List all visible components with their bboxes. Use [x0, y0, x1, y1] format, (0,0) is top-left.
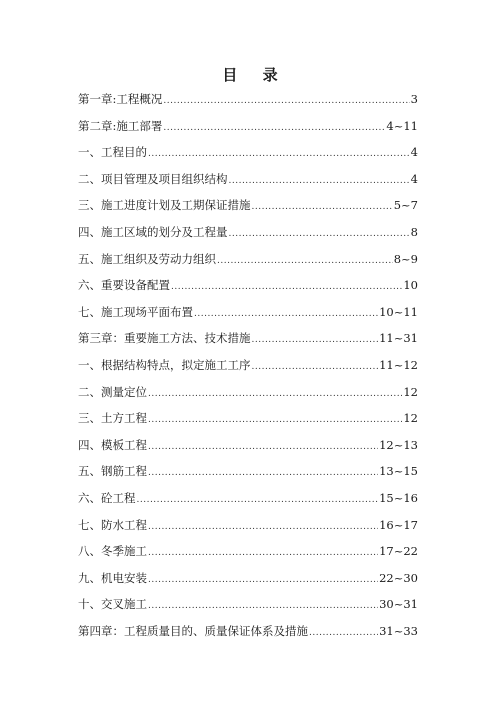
toc-leader-dots: [148, 440, 378, 454]
toc-entry-page: 3: [410, 92, 418, 106]
toc-entry-page: 17~22: [379, 544, 418, 559]
toc-entry[interactable]: [78, 438, 418, 465]
toc-entry-page: 30~31: [379, 597, 418, 612]
toc-entry[interactable]: [78, 597, 418, 624]
toc-entry-label: 一、根据结构特点，拟定施工工序: [78, 357, 251, 372]
toc-entry[interactable]: [78, 491, 418, 518]
toc-entry-label: 第二章:施工部署: [78, 118, 163, 133]
toc-entry[interactable]: [78, 331, 418, 358]
toc-entry-page: 16~17: [379, 517, 418, 532]
toc-entry-label: 四、施工区域的划分及工程量: [78, 224, 228, 239]
toc-entry[interactable]: [78, 278, 418, 305]
toc-entry-page: 12: [403, 384, 418, 399]
toc-entry-page: 12: [403, 411, 418, 426]
toc-entry-label: 三、土方工程: [78, 411, 147, 426]
toc-leader-dots: [217, 254, 393, 268]
toc-entry-page: 31~33: [379, 623, 418, 638]
toc-entry[interactable]: [78, 225, 418, 252]
toc-entry-label: 九、机电安装: [78, 570, 147, 585]
toc-entry[interactable]: [78, 252, 418, 279]
toc-entry[interactable]: [78, 92, 418, 119]
toc-title: 目 录: [222, 66, 288, 84]
toc-entry[interactable]: [78, 145, 418, 172]
toc-entry-label: 五、钢筋工程: [78, 464, 147, 479]
toc-leader-dots: [309, 626, 378, 640]
toc-leader-dots: [148, 466, 378, 480]
toc-entry-label: 十、交叉施工: [78, 597, 147, 612]
toc-leader-dots: [148, 387, 402, 401]
toc-leader-dots: [148, 147, 410, 161]
toc-entry[interactable]: [78, 172, 418, 199]
table-of-contents: [78, 92, 418, 650]
toc-leader-dots: [229, 227, 410, 241]
toc-entry-page: 11~12: [379, 357, 418, 372]
toc-entry[interactable]: [78, 571, 418, 598]
toc-entry-label: 七、施工现场平面布置: [78, 304, 193, 319]
toc-leader-dots: [148, 599, 378, 613]
toc-leader-dots: [148, 546, 378, 560]
toc-entry-page: 11~31: [379, 331, 418, 346]
toc-entry-page: 4: [410, 171, 418, 186]
toc-entry-page: 10: [403, 278, 418, 293]
toc-leader-dots: [148, 573, 378, 587]
toc-leader-dots: [229, 174, 410, 188]
toc-entry-label: 五、施工组织及劳动力组织: [78, 251, 216, 266]
toc-leader-dots: [252, 200, 393, 214]
toc-leader-dots: [163, 121, 385, 135]
toc-entry-page: 8~9: [393, 251, 418, 266]
toc-entry-label: 六、砼工程: [78, 490, 136, 505]
toc-leader-dots: [148, 520, 378, 534]
toc-entry-label: 四、模板工程: [78, 437, 147, 452]
toc-entry-page: 13~15: [379, 464, 418, 479]
toc-entry-label: 一、工程目的: [78, 145, 147, 160]
toc-entry-label: 三、施工进度计划及工期保证措施: [78, 198, 251, 213]
toc-entry[interactable]: [78, 464, 418, 491]
toc-leader-dots: [163, 94, 409, 108]
toc-entry-label: 六、重要设备配置: [78, 278, 170, 293]
toc-entry[interactable]: [78, 119, 418, 146]
toc-entry-page: 4~11: [386, 118, 418, 133]
toc-entry[interactable]: [78, 385, 418, 412]
toc-entry[interactable]: [78, 624, 418, 651]
toc-entry-page: 22~30: [379, 570, 418, 585]
toc-entry-label: 第一章:工程概况: [78, 92, 163, 106]
toc-entry-label: 七、防水工程: [78, 517, 147, 532]
toc-entry-page: 8: [410, 224, 418, 239]
toc-entry[interactable]: [78, 198, 418, 225]
toc-leader-dots: [252, 333, 379, 347]
toc-leader-dots: [171, 280, 402, 294]
toc-entry[interactable]: [78, 544, 418, 571]
toc-entry-page: 5~7: [393, 198, 418, 213]
toc-entry[interactable]: [78, 411, 418, 438]
toc-entry[interactable]: [78, 358, 418, 385]
toc-entry-page: 4: [410, 145, 418, 160]
toc-leader-dots: [194, 307, 378, 321]
toc-entry-page: 12~13: [379, 437, 418, 452]
toc-entry[interactable]: [78, 305, 418, 332]
toc-entry-page: 10~11: [379, 304, 418, 319]
toc-entry[interactable]: [78, 518, 418, 545]
toc-entry-label: 八、冬季施工: [78, 544, 147, 559]
toc-entry-label: 第三章：重要施工方法、技术措施: [78, 331, 251, 346]
toc-entry-label: 二、测量定位: [78, 384, 147, 399]
toc-leader-dots: [252, 360, 379, 374]
toc-leader-dots: [137, 493, 379, 507]
toc-entry-label: 第四章：工程质量目的、质量保证体系及措施: [78, 623, 308, 638]
toc-entry-label: 二、项目管理及项目组织结构: [78, 171, 228, 186]
toc-entry-page: 15~16: [379, 490, 418, 505]
toc-leader-dots: [148, 413, 402, 427]
